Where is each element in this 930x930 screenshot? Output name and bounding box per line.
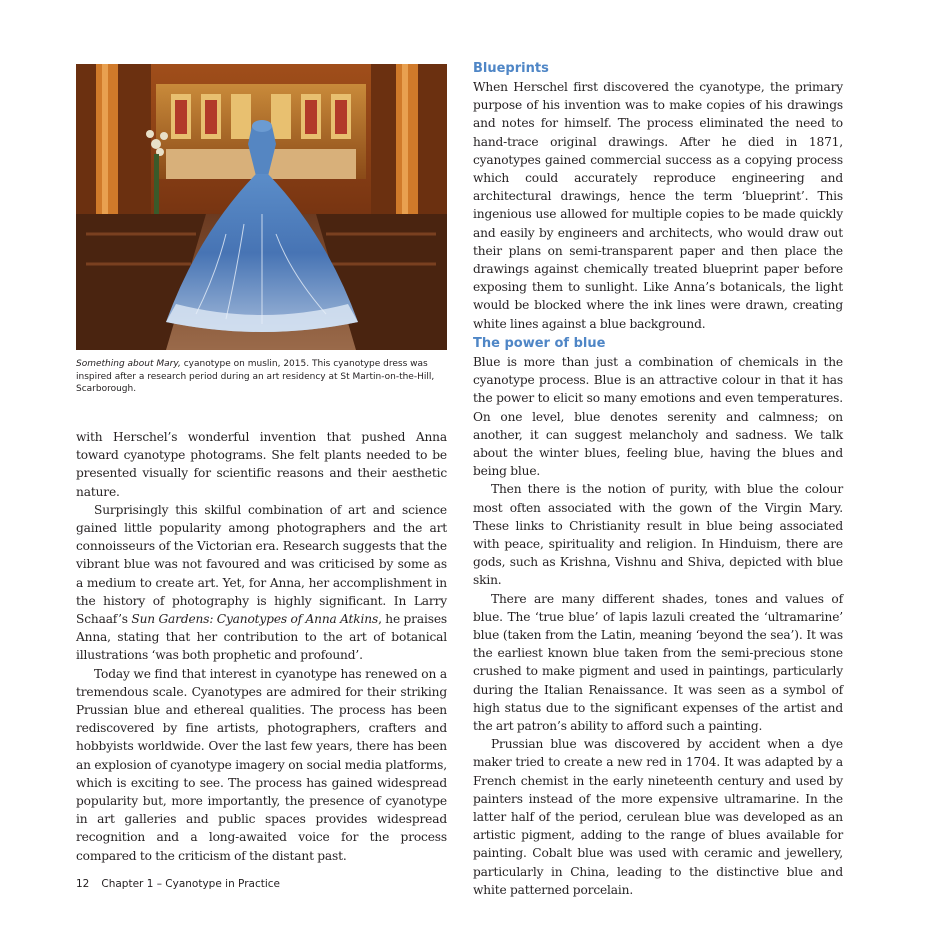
power-of-blue-heading: The power of blue	[473, 336, 606, 351]
left-column	[76, 428, 447, 865]
page-footer	[76, 878, 280, 890]
caption-title: Something about Mary,	[76, 359, 181, 369]
book-title: Sun Gardens: Cyanotypes of Anna Atkins	[131, 612, 379, 627]
chapter-title: Chapter 1 – Cyanotype in Practice	[101, 878, 280, 890]
blueprints-paragraph: When Herschel first discovered the cyanotype, the primary purpose of his invention was to make copies of his drawings and notes for himself. The process eliminated the need to hand-trace original drawings. After he died in 1871, cyanotypes gained commercial success as a copying process which could accurately reproduce engineering and architectural drawings, hence the term ‘blueprint’. This ingenious use allowed for multiple copies to be made quickly and easily by engineers and architects, who would draw out their plans on semi-transparent paper and then place the drawings against chemically treated blueprint paper before exposing them to sunlight. Like Anna’s botanicals, the light would be blocked where the ink lines were drawn, creating white lines against a blue background.	[473, 80, 843, 331]
left-paragraph-3: Today we find that interest in cyanotype has renewed on a tremendous scale. Cyanotypes are admired for their striking Prussian blue and ethereal qualities. The process has been rediscovered by fine artists, photographers, crafters and hobbyists worldwide. Over the last few years, there has been an explosion of cyanotype imagery on social media platforms, which is exciting to see. The process has gained widespread popularity but, more importantly, the presence of cyanotype in art galleries and public spaces provides widespread recognition and a long-awaited voice for the process compared to the criticism of the distant past.	[76, 666, 447, 863]
power-paragraph-2: Then there is the notion of purity, with blue the colour most often associated with the gown of the Virgin Mary. These links to Christianity result in blue being associated with peace, spirituality and religion. In Hinduism, there are gods, such as Krishna, Vishnu and Shiva, depicted with blue skin.	[473, 482, 843, 588]
left-paragraph-1: with Herschel’s wonderful invention that pushed Anna toward cyanotype photograms. She felt plants needed to be presented visually for scientific reasons and their aesthetic nature.	[76, 430, 447, 499]
dress-photograph	[76, 64, 447, 350]
blueprints-section	[473, 60, 843, 333]
left-paragraph-2	[76, 501, 447, 665]
church-interior-image	[76, 64, 447, 350]
photo-caption	[76, 358, 447, 396]
power-paragraph-3: There are many different shades, tones and values of blue. The ‘true blue’ of lapis lazuli created the ‘ultramarine’ blue (taken from the Latin, meaning ‘beyond the sea’). It was the earliest known blue taken from the semi-precious stone crushed to make pigment and used in paintings, particularly during the Italian Renaissance. It was seen as a symbol of high status due to the significant expenses of the artist and the art patron’s ability to afford such a painting.	[473, 591, 843, 734]
power-paragraph-4: Prussian blue was discovered by accident when a dye maker tried to create a new red in 1704. It was adapted by a French chemist in the early nineteenth century and used by painters instead of the more expensive ultramarine. In the latter half of the period, cerulean blue was developed as an artistic pigment, adding to the range of blues available for painting. Cobalt blue was used with ceramic and jewellery, particularly in China, leading to the distinctive blue and white patterned porcelain.	[473, 737, 843, 897]
left-paragraph-2-end: , he praises Anna, stating that her contribution to the art of botanical illustrations ‘was both prophetic and profound’.	[76, 612, 447, 663]
caption-text: cyanotype on muslin, 2015. This cyanotype dress was inspired after a research period during an art residency at St Martin-on-the-Hill, Scarborough.	[76, 359, 435, 394]
page-number: 12	[76, 878, 90, 890]
left-paragraph-2-start: Surprisingly this skilful combination of art and science gained little popularity among photographers and the art connoisseurs of the Victorian era. Research suggests that the vibrant blue was not favoured and was criticised by some as a medium to create art. Yet, for Anna, her accomplishment in the history of photography is highly significant. In Larry Schaaf’s	[76, 502, 447, 627]
power-of-blue-section	[473, 335, 843, 899]
blueprints-heading: Blueprints	[473, 61, 549, 76]
power-paragraph-1: Blue is more than just a combination of chemicals in the cyanotype process. Blue is an attractive colour in that it has the power to elicit so many emotions and even temperatures. On one level, blue denotes serenity and calmness; on another, it can suggest melancholy and sadness. We talk about the winter blues, feeling blue, having the blues and being blue.	[473, 355, 843, 479]
